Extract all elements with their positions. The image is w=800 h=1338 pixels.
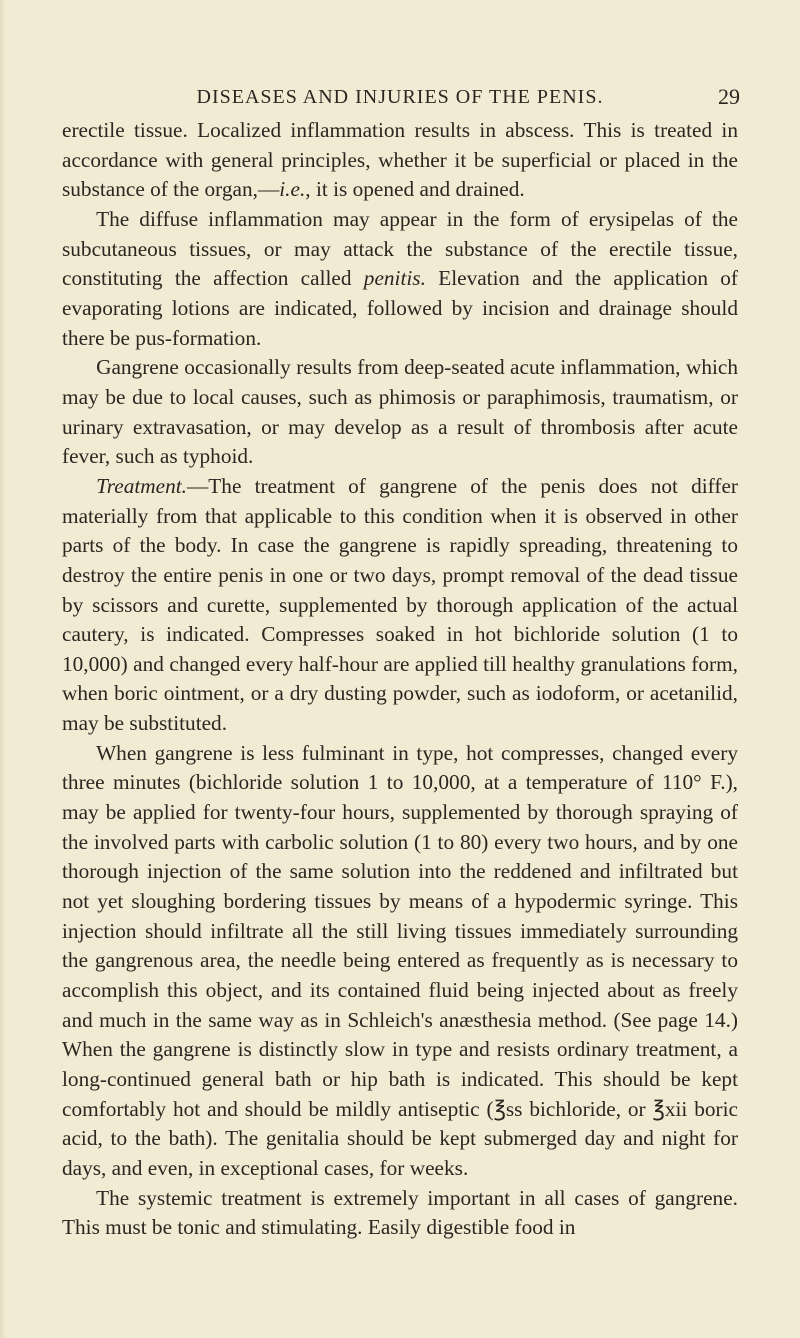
running-head-title: DISEASES AND INJURIES OF THE PENIS. (196, 86, 604, 108)
paragraph-2-end: Elevation and the application of evaporating lotions are indicated, followed by incision and drainage should there be pus-formation. (62, 266, 739, 350)
body-text (62, 116, 738, 1243)
treatment-heading: Treatment. (96, 473, 187, 498)
paragraph-1 (62, 116, 738, 205)
paragraph-5: When gangrene is less fulminant in type, hot compresses, changed every three minutes (bichloride solution 1 to 10,000, at a temperature of 110° F.), may be applied for twenty-four hours, supplemented by thorough spraying of the involved parts with carbolic solution (1 to 80) every two hours, and by one thorough injection of the same solution into the reddened and infiltrated but not yet sloughing bordering tissues by means of a hypodermic syringe. This injection should infiltrate all the still living tissues immediately surrounding the gangrenous area, the needle being entered as frequently as is necessary to accomplish this object, and its contained fluid being injected about as freely and much in the same way as in Schleich's anæsthesia method. (See page 14.) When the gangrene is distinctly slow in type and resists ordinary treatment, a long-continued general bath or hip bath is indicated. This should be kept comfortably hot and should be mildly antiseptic (℥ss bichloride, or ℥xii boric acid, to the bath). The genitalia should be kept submerged day and night for days, and even, in exceptional cases, for weeks. (62, 740, 738, 1180)
paragraph-1-text: erectile tissue. Localized inflammation results in abscess. This is treated in accordance with general principles, whether it be superficial or placed in the substance of the organ,— (62, 118, 738, 202)
paragraph-2-italic: penitis. (363, 266, 426, 291)
page-edge (0, 0, 6, 1338)
paragraph-6: The systemic treatment is extremely important in all cases of gangrene. This must be tonic and stimulating. Easily digestible food in (62, 1185, 738, 1240)
paragraph-3: Gangrene occasionally results from deep-seated acute inflammation, which may be due to local causes, such as phimosis or paraphimosis, traumatism, or urinary extravasation, or may develop as a result of thrombosis after acute fever, such as typhoid. (62, 355, 738, 469)
paragraph-1-end: , it is opened and drained. (305, 177, 525, 202)
paragraph-2-text: The diffuse inflammation may appear in the form of erysipelas of the subcutaneous tissues, or may attack the substance of the erectile tissue, constituting the affection called (62, 206, 738, 291)
paragraph-1-italic: i.e. (279, 177, 306, 202)
page-number: 29 (718, 84, 740, 109)
running-head (60, 82, 740, 112)
paragraph-2 (62, 205, 738, 353)
paragraph-4 (62, 472, 738, 739)
paragraph-4-text: —The treatment of gangrene of the penis does not differ materially from that applicable to this condition when it is observed in other parts of the body. In case the gangrene is rapidly spreading, threatening to destroy the entire penis in one or two days, prompt removal of the dead tissue by scissors and curette, supplemented by thorough application of the actual cautery, is indicated. Compresses soaked in hot bichloride solution (1 to 10,000) and changed every half-hour are applied till healthy granulations form, when boric ointment, or a dry dusting powder, such as iodoform, or acetanilid, may be substituted. (62, 473, 738, 736)
